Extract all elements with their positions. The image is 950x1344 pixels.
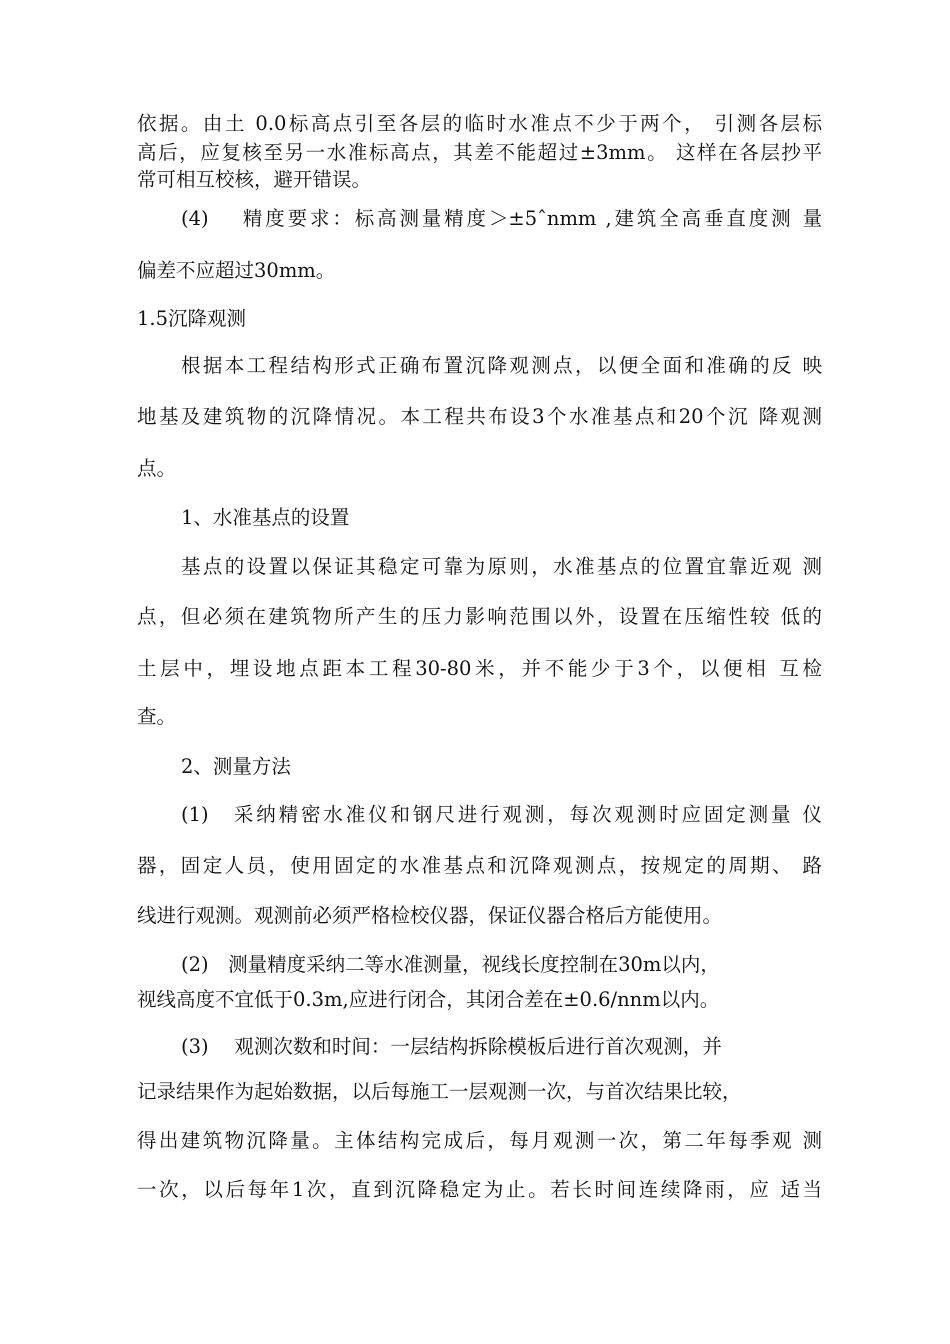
- paragraph-line: 基点的设置以保证其稳定可靠为原则，水准基点的位置宜靠近观 测: [181, 555, 822, 578]
- paragraph-line: 一次，以后每年1次，直到沉降稳定为止。若长时间连续降雨，应 适当: [137, 1178, 822, 1201]
- paragraph-line: 常可相互校核，避开错误。: [137, 168, 372, 191]
- paragraph-line: 记录结果作为起始数据，以后每施工一层观测一次，与首次结果比较，: [137, 1080, 742, 1103]
- paragraph-line: 土层中，埋设地点距本工程30-80米，并不能少于3个，以便相 互检: [137, 657, 822, 680]
- paragraph-line: 高后，应复核至另一水准标高点，其差不能超过±3mm。 这样在各层抄平: [137, 141, 822, 164]
- paragraph-line: 得出建筑物沉降量。主体结构完成后，每月观测一次，第二年每季观 测: [137, 1129, 822, 1152]
- subsection-heading: 1、水准基点的设置: [181, 506, 350, 529]
- paragraph-line: (2) 测量精度采纳二等水准测量，视线长度控制在30m以内，: [181, 953, 720, 976]
- subsection-heading: 2、测量方法: [181, 755, 291, 778]
- paragraph-line: 查。: [137, 705, 177, 728]
- paragraph-line: 点，但必须在建筑物所产生的压力影响范围以外，设置在压缩性较 低的: [137, 605, 822, 628]
- section-heading: 1.5沉降观测: [137, 307, 247, 330]
- paragraph-line: 器，固定人员，使用固定的水准基点和沉降观测点，按规定的周期、 路: [137, 854, 822, 877]
- paragraph-line: (3) 观测次数和时间：一层结构拆除模板后进行首次观测，并: [181, 1035, 722, 1058]
- paragraph-line: 视线高度不宜低于0.3m,应进行闭合，其闭合差在±0.6/nnm以内。: [137, 988, 720, 1011]
- paragraph-line: 地基及建筑物的沉降情况。本工程共布设3个水准基点和20个沉 降观测: [137, 405, 822, 428]
- paragraph-line: 根据本工程结构形式正确布置沉降观测点，以便全面和准确的反 映: [181, 354, 822, 377]
- paragraph-line: (4) 精度要求：标高测量精度＞±5ˆnmm ,建筑全高垂直度测 量: [181, 207, 822, 230]
- paragraph-line: 线进行观测。观测前必须严格检校仪器，保证仪器合格后方能使用。: [137, 904, 723, 927]
- paragraph-line: 依据。由土 0.0标高点引至各层的临时水准点不少于两个， 引测各层标: [137, 112, 822, 135]
- paragraph-line: (1) 采纳精密水准仪和钢尺进行观测，每次观测时应固定测量 仪: [181, 803, 822, 826]
- paragraph-line: 点。: [137, 457, 177, 480]
- paragraph-line: 偏差不应超过30mm。: [137, 259, 336, 282]
